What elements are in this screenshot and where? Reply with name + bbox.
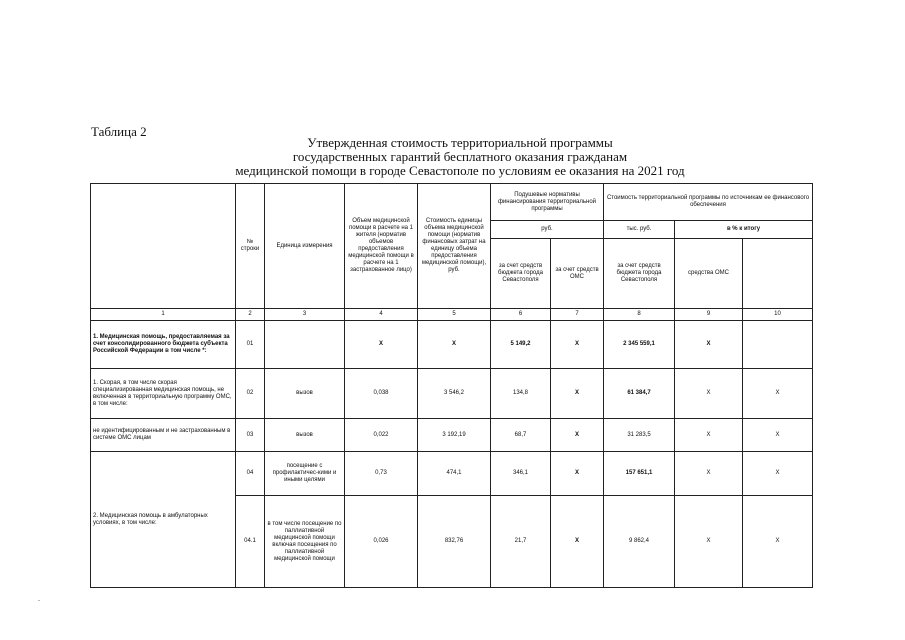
col-num-5: 5 <box>418 309 491 321</box>
row4-budget-rub: 346,1 <box>491 452 551 496</box>
header-thousand-rub: тыс. руб. <box>604 221 675 239</box>
col-num-2: 2 <box>236 309 265 321</box>
row5-no: 04.1 <box>236 496 265 588</box>
col-num-9: 9 <box>675 309 743 321</box>
row3-oms-thousand: X <box>675 419 743 452</box>
row2-volume: 0,038 <box>345 369 418 419</box>
header-oms-sub: за счет средств ОМС <box>551 239 604 309</box>
row3-no: 03 <box>236 419 265 452</box>
table-row <box>91 369 813 419</box>
row1-pct <box>743 321 813 369</box>
row2-no: 02 <box>236 369 265 419</box>
header-unit: Единица измерения <box>265 184 345 309</box>
col-num-6: 6 <box>491 309 551 321</box>
title-line-1: Утвержденная стоимость территориальной программы <box>307 135 613 150</box>
row5-pct: X <box>743 496 813 588</box>
row4-oms-rub: X <box>551 452 604 496</box>
row4-volume: 0,73 <box>345 452 418 496</box>
row2-unit: вызов <box>265 369 345 419</box>
row5-oms-thousand: X <box>675 496 743 588</box>
row4-no: 04 <box>236 452 265 496</box>
row1-no: 01 <box>236 321 265 369</box>
row5-budget-rub: 21,7 <box>491 496 551 588</box>
row5-volume: 0,026 <box>345 496 418 588</box>
row5-budget-thousand: 9 862,4 <box>604 496 675 588</box>
table-row <box>91 452 813 496</box>
column-number-row <box>91 309 813 321</box>
row4-cost: 474,1 <box>418 452 491 496</box>
document-title <box>180 136 740 178</box>
row3-oms-rub: X <box>551 419 604 452</box>
table-row <box>91 321 813 369</box>
row1-unit <box>265 321 345 369</box>
table-row <box>91 419 813 452</box>
title-line-3: медицинской помощи в городе Севастополе по условиям ее оказания на 2021 год <box>235 163 685 178</box>
row5-unit: в том числе посещение по паллиативной медицинской помощи включая посещения по паллиативной медицинской помощи <box>265 496 345 588</box>
row2-cost: 3 546,2 <box>418 369 491 419</box>
row1-budget-thousand: 2 345 559,1 <box>604 321 675 369</box>
row3-budget-rub: 68,7 <box>491 419 551 452</box>
row5-cost: 832,76 <box>418 496 491 588</box>
header-empty <box>91 184 236 309</box>
header-row-no: № строки <box>236 184 265 309</box>
col-num-7: 7 <box>551 309 604 321</box>
col-num-1: 1 <box>91 309 236 321</box>
header-oms-cost: средства ОМС <box>675 239 743 309</box>
row4-budget-thousand: 157 651,1 <box>604 452 675 496</box>
header-budget-sub: за счет средств бюджета города Севастополя <box>491 239 551 309</box>
col-num-4: 4 <box>345 309 418 321</box>
row5-oms-rub: X <box>551 496 604 588</box>
col-num-10: 10 <box>743 309 813 321</box>
row1-volume: X <box>345 321 418 369</box>
header-volume: Объем медицинской помощи в расчете на 1 жителя (норматив объемов предоставления медицинской помощи в расчете на 1 застрахованное лицо) <box>345 184 418 309</box>
row4-pct: X <box>743 452 813 496</box>
table-label: Таблица 2 <box>91 124 147 139</box>
row3-name: не идентифицированным и не застрахованным в системе ОМС лицам <box>91 419 236 452</box>
row3-cost: 3 192,19 <box>418 419 491 452</box>
row1-oms-rub: X <box>551 321 604 369</box>
stray-mark: - <box>38 598 40 604</box>
row2-oms-rub: X <box>551 369 604 419</box>
header-budget-cost: за счет средств бюджета города Севастополя <box>604 239 675 309</box>
row1-budget-rub: 5 149,2 <box>491 321 551 369</box>
header-per-capita-norms: Подушевые нормативы финансирования территориальной программы <box>491 184 604 221</box>
cost-table <box>90 183 813 588</box>
header-rub: руб. <box>491 221 604 239</box>
row3-volume: 0,022 <box>345 419 418 452</box>
col-num-3: 3 <box>265 309 345 321</box>
header-cost-by-source: Стоимость территориальной программы по источникам ее финансового обеспечения <box>604 184 813 221</box>
row2-budget-thousand: 61 384,7 <box>604 369 675 419</box>
row2-budget-rub: 134,8 <box>491 369 551 419</box>
row1-name: 1. Медицинская помощь, предоставляемая за счет консолидированного бюджета субъекта Российской Федерации в том числе *: <box>91 321 236 369</box>
row2-name: 1. Скорая, в том числе скорая специализированная медицинская помощь, не включенная в территориальную программу ОМС, в том числе: <box>91 369 236 419</box>
header-unit-cost: Стоимость единицы объема медицинской помощи (норматив финансовых затрат на единицу объема предоставления медицинской помощи), руб. <box>418 184 491 309</box>
row2-oms-thousand: X <box>675 369 743 419</box>
row3-unit: вызов <box>265 419 345 452</box>
row4-unit: посещение с профилактичес-кими и иными целями <box>265 452 345 496</box>
header-empty-10 <box>743 239 813 309</box>
title-line-2: государственных гарантий бесплатного оказания гражданам <box>292 149 628 164</box>
col-num-8: 8 <box>604 309 675 321</box>
header-percent-total: в % к итогу <box>675 221 813 239</box>
row1-cost: X <box>418 321 491 369</box>
row2-pct: X <box>743 369 813 419</box>
row4-oms-thousand: X <box>675 452 743 496</box>
row3-budget-thousand: 31 283,5 <box>604 419 675 452</box>
row4-name: 2. Медицинская помощь в амбулаторных условиях, в том числе: <box>91 452 236 588</box>
row3-pct: X <box>743 419 813 452</box>
row1-oms-thousand: X <box>675 321 743 369</box>
